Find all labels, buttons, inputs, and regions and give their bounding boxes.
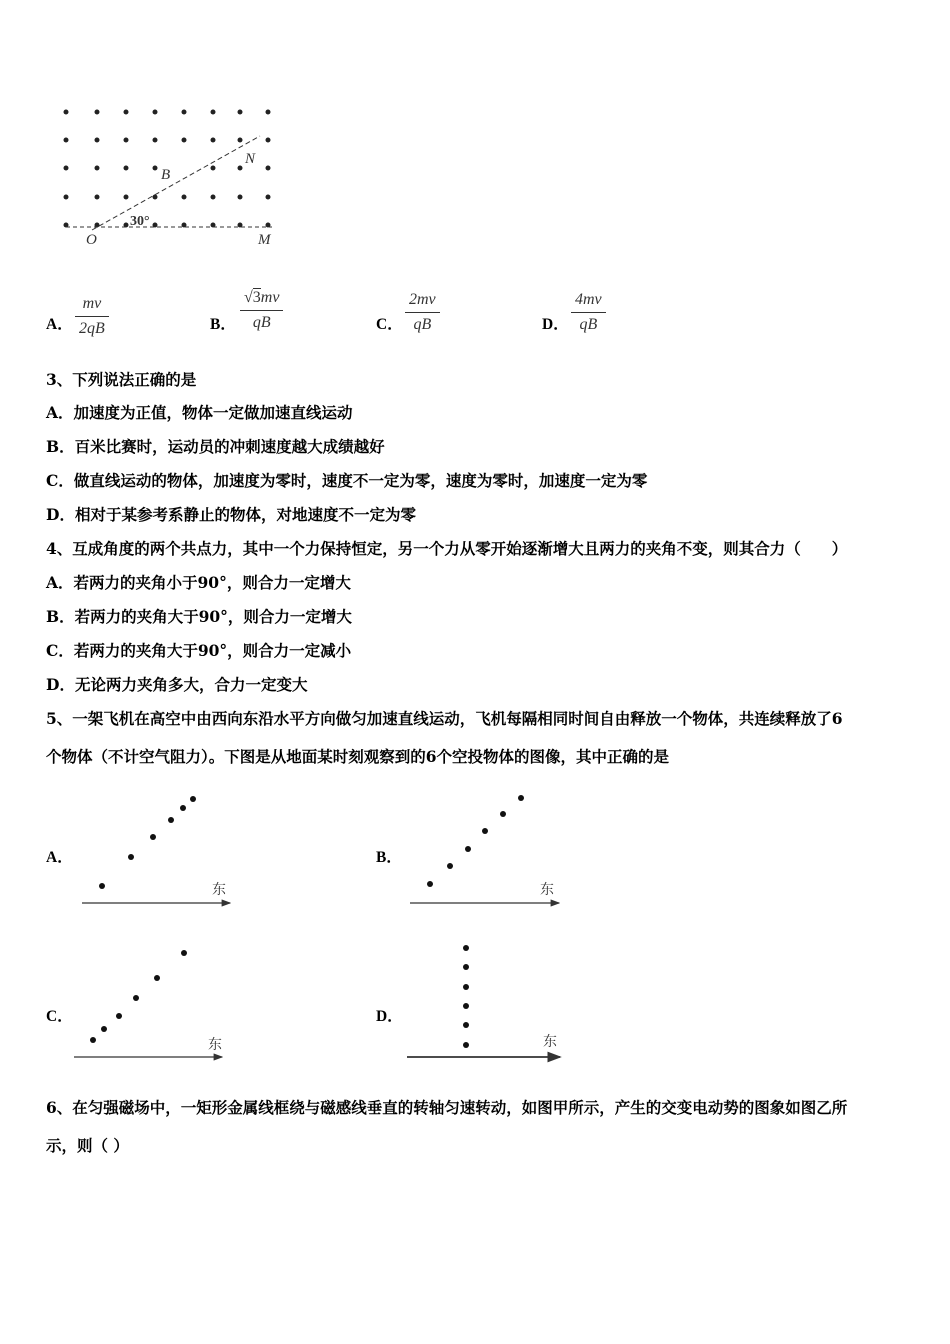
label-o: O — [86, 232, 97, 248]
q4-stem: 4、互成角度的两个共点力，其中一个力保持恒定，另一个力从零开始逐渐增大且两力的夹角不变，则其合力（ ） — [46, 539, 848, 558]
q2-option-d-label: D． — [542, 316, 569, 333]
q2-option-a-label: A． — [46, 316, 73, 333]
label-angle: 30° — [130, 214, 150, 229]
q3-stem: 3、下列说法正确的是 — [46, 370, 197, 389]
q4-option-b: B．若两力的夹角大于90°，则合力一定增大 — [46, 607, 352, 626]
q5-figure-d — [407, 945, 560, 1057]
q4-option-d: D．无论两力夹角多大，合力一定变大 — [46, 675, 308, 694]
q5-stem-line2: 个物体（不计空气阻力）。下图是从地面某时刻观察到的6个空投物体的图像，其中正确的是 — [46, 747, 670, 766]
q2-option-b-denominator: qB — [252, 314, 271, 331]
q2-option-c-numerator: 2mv — [409, 291, 436, 308]
q6-stem-line2: 示，则（ ） — [46, 1136, 129, 1155]
q2-option-b-numerator: mv — [260, 289, 280, 306]
q3-option-c: C．做直线运动的物体，加速度为零时，速度不一定为零，速度为零时，加速度一定为零 — [46, 471, 648, 490]
q5-figure-b-east-label: 东 — [540, 882, 554, 898]
q2-option-d-numerator: 4mv — [575, 291, 602, 308]
q5-figure-a — [82, 796, 230, 903]
q2-option-d-denominator: qB — [579, 316, 598, 333]
q5-stem-line1: 5、一架飞机在高空中由西向东沿水平方向做匀加速直线运动，飞机每隔相同时间自由释放一个物体，共连续释放了6 — [46, 709, 843, 728]
q2-option-b-fraction: √3mv qB — [240, 289, 283, 332]
q2-option-a-numerator: mv — [82, 295, 102, 312]
q3-option-a: A．加速度为正值，物体一定做加速直线运动 — [46, 403, 353, 422]
q2-option-c-denominator: qB — [413, 316, 432, 333]
q5-figure-d-east-label: 东 — [543, 1034, 557, 1050]
q2-option-b-sqrt: 3 — [252, 289, 261, 306]
q5-figure-b — [410, 795, 559, 903]
q5-figure-c — [74, 950, 222, 1057]
q5-figure-a-east-label: 东 — [212, 882, 226, 898]
q5-option-b-label: B． — [376, 849, 402, 866]
q6-stem-line1: 6、在匀强磁场中，一矩形金属线框绕与磁感线垂直的转轴匀速转动，如图甲所示，产生的交变电动势的图象如图乙所 — [46, 1098, 848, 1117]
q5-figure-c-east-label: 东 — [208, 1037, 222, 1053]
q2-option-c-label: C． — [376, 316, 403, 333]
label-b: B — [161, 167, 171, 183]
q5-option-c-label: C． — [46, 1008, 73, 1025]
q5-option-d-label: D． — [376, 1008, 403, 1025]
label-n: N — [245, 151, 256, 167]
q3-option-b: B．百米比赛时，运动员的冲刺速度越大成绩越好 — [46, 437, 385, 456]
label-m: M — [258, 232, 271, 248]
q3-option-d: D．相对于某参考系静止的物体，对地速度不一定为零 — [46, 505, 416, 524]
q4-option-c: C．若两力的夹角大于90°，则合力一定减小 — [46, 641, 352, 660]
q2-option-a-denominator: 2qB — [79, 320, 105, 337]
q2-option-b-label: B． — [210, 316, 236, 333]
q4-option-a: A．若两力的夹角小于90°，则合力一定增大 — [46, 573, 351, 592]
q5-option-a-label: A． — [46, 849, 73, 866]
